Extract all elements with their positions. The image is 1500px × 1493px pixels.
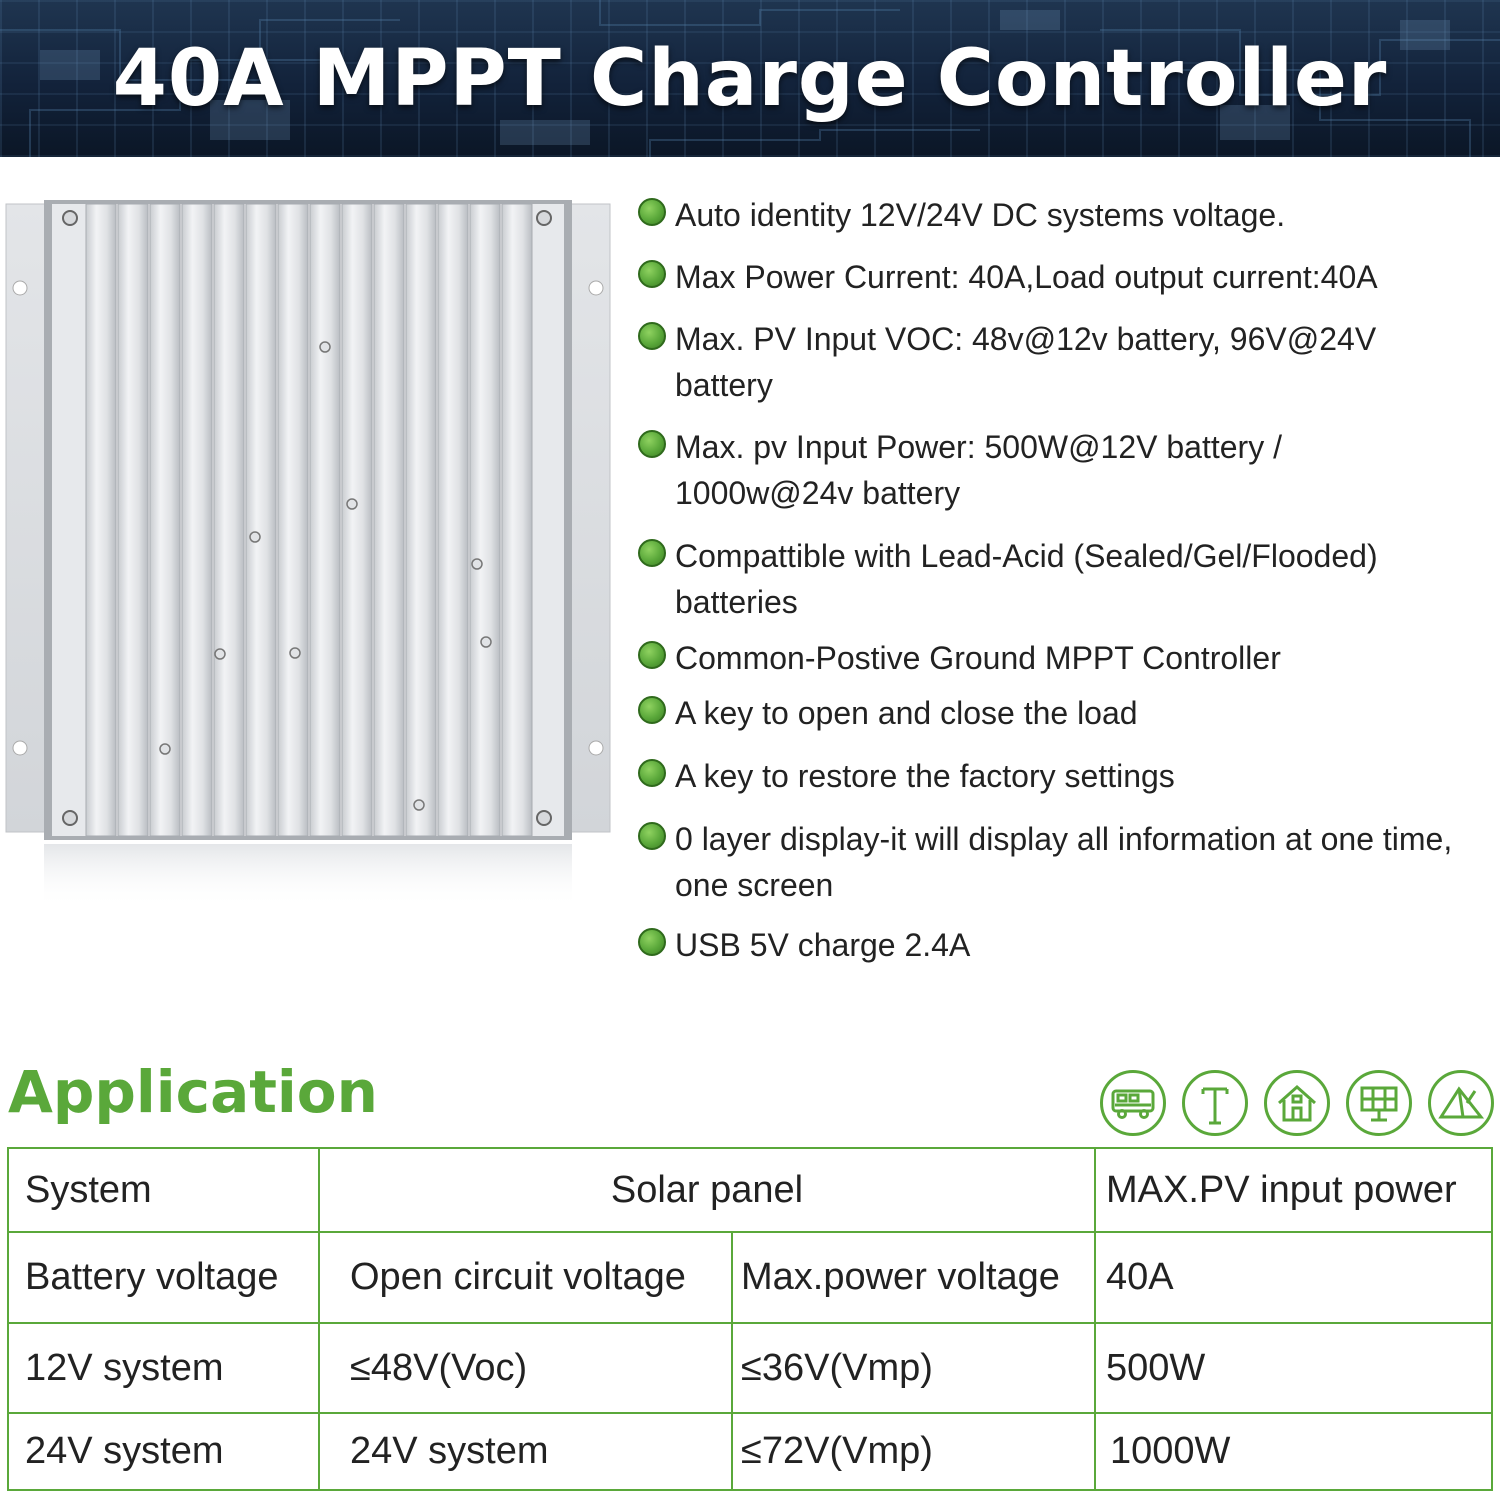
table-row-2-system: 24V system — [7, 1412, 320, 1491]
application-icons — [1100, 1070, 1495, 1138]
feature-text: A key to open and close the load — [675, 695, 1138, 731]
feature-text: Auto identity 12V/24V DC systems voltage. — [675, 197, 1286, 233]
table-header-max-pv: MAX.PV input power — [1094, 1147, 1493, 1233]
bullet-icon — [638, 928, 666, 956]
list-item — [638, 533, 1478, 625]
table-subheader-open-circuit: Open circuit voltage — [318, 1231, 733, 1324]
table-header-solar-panel: Solar panel — [318, 1147, 1096, 1233]
table-row-2-voc: 24V system — [318, 1412, 733, 1491]
house-icon — [1264, 1070, 1330, 1136]
list-item — [638, 816, 1468, 908]
bullet-icon — [638, 759, 666, 787]
feature-text: A key to restore the factory settings — [675, 758, 1175, 794]
feature-text: Max. pv Input Power: 500W@12V battery / 1000w@24v battery — [675, 429, 1282, 511]
tent-icon — [1428, 1070, 1494, 1136]
table-row-2-power: 1000W — [1094, 1412, 1493, 1491]
feature-text: 0 layer display-it will display all information at one time, one screen — [675, 821, 1453, 903]
feature-text: USB 5V charge 2.4A — [675, 927, 971, 963]
list-item — [638, 316, 1458, 408]
feature-text: Common-Postive Ground MPPT Controller — [675, 640, 1281, 676]
table-header-system: System — [7, 1147, 320, 1233]
list-item — [638, 192, 1488, 238]
rv-camper-icon — [1100, 1070, 1166, 1136]
bullet-icon — [638, 641, 666, 669]
table-row-1-power: 500W — [1094, 1322, 1493, 1414]
table-row-2-vmp: ≤72V(Vmp) — [731, 1412, 1096, 1491]
feature-text: Max. PV Input VOC: 48v@12v battery, 96V@24V battery — [675, 321, 1377, 403]
street-lamp-icon — [1182, 1070, 1248, 1136]
bullet-icon — [638, 696, 666, 724]
table-subheader-max-power: Max.power voltage — [731, 1231, 1096, 1324]
bullet-icon — [638, 430, 666, 458]
table-row-1-vmp: ≤36V(Vmp) — [731, 1322, 1096, 1414]
spec-table — [7, 1147, 1493, 1491]
table-row-1-voc: ≤48V(Voc) — [318, 1322, 733, 1414]
charge-controller-image — [0, 196, 620, 916]
table-subheader-current: 40A — [1094, 1231, 1493, 1324]
page-title: 40A MPPT Charge Controller — [112, 33, 1388, 124]
list-item — [638, 690, 1488, 736]
table-subheader-battery-voltage: Battery voltage — [7, 1231, 320, 1324]
bullet-icon — [638, 822, 666, 850]
list-item — [638, 424, 1358, 516]
bullet-icon — [638, 322, 666, 350]
list-item — [638, 635, 1488, 681]
application-heading: Application — [8, 1058, 378, 1126]
bullet-icon — [638, 260, 666, 288]
list-item — [638, 753, 1488, 799]
solar-panel-icon — [1346, 1070, 1412, 1136]
bullet-icon — [638, 198, 666, 226]
list-item — [638, 254, 1488, 300]
bullet-icon — [638, 539, 666, 567]
table-row-1-system: 12V system — [7, 1322, 320, 1414]
header-banner — [0, 0, 1500, 157]
feature-text: Max Power Current: 40A,Load output current:40A — [675, 259, 1378, 295]
feature-text: Compattible with Lead-Acid (Sealed/Gel/Flooded) batteries — [675, 538, 1378, 620]
list-item — [638, 922, 1488, 968]
